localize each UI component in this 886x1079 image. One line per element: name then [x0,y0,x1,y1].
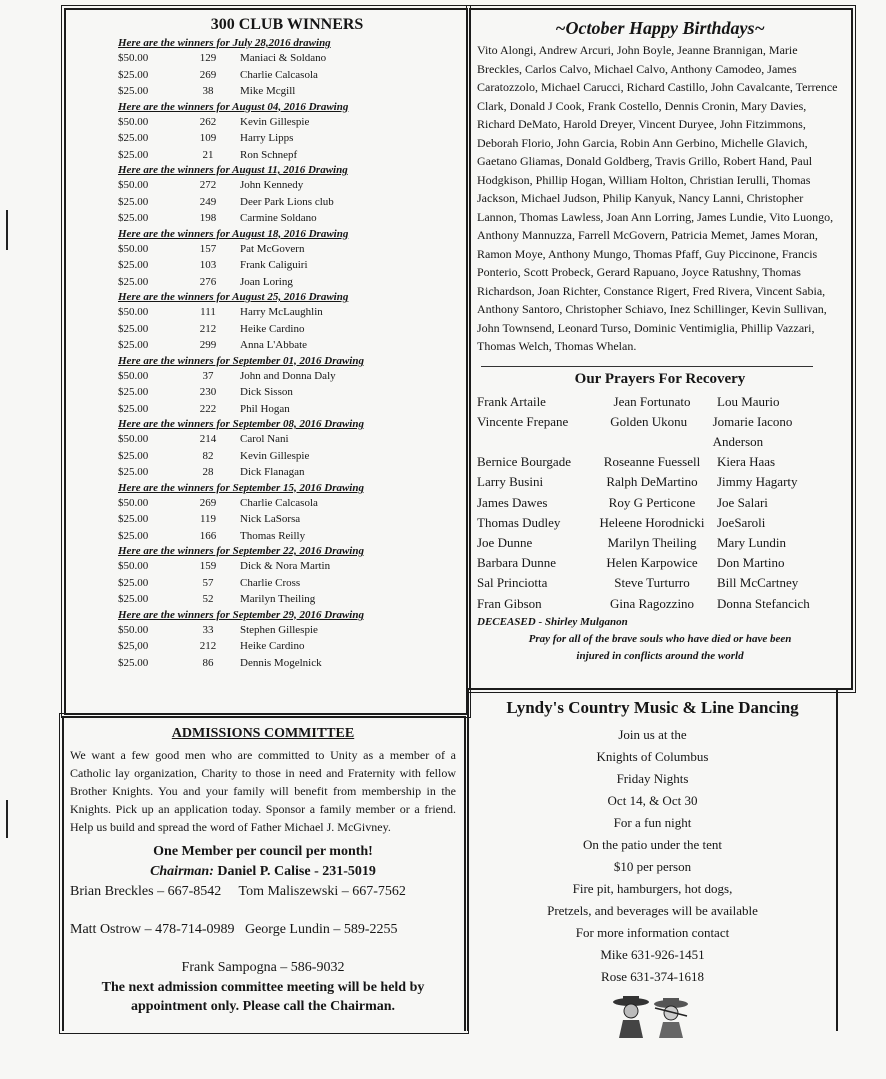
winner-amount: $25.00 [118,529,149,542]
winner-row [118,257,456,274]
line-dancing-info: On the patio under the tent [583,837,722,852]
prayer-row [477,452,843,472]
winner-row [118,431,456,448]
winner-name: Dick Sisson [240,386,293,398]
admissions-paragraph: We want a few good men who are committed to Unity as a member of a Catholic lay organization, Charity to those in need and Fraternity with fellow Brother Knights. You and your family will benefit from membership in the Knights. Pick up an application today. Sponsor a family member or a friend. Help us build and spread the word of Father Michael J. McGivney. [70,748,456,834]
prayer-row [477,392,843,412]
winner-ticket: 38 [202,85,214,97]
prayer-name: Steve Turturro [614,575,690,591]
winner-ticket: 276 [199,275,217,288]
prayer-row [477,533,843,553]
winner-amount: $50.00 [118,623,149,636]
birthdays-title: ~October Happy Birthdays~ [555,18,765,38]
line-dancing-info: Oct 14, & Oct 30 [607,793,698,808]
line-dancing-info: Join us at the [618,727,687,742]
winner-row [118,575,456,592]
prayer-row [477,594,843,614]
winner-row [118,241,456,258]
winner-name: Charlie Cross [240,576,301,589]
prayer-name: Roy G Perticone [608,494,696,510]
drawing-title: Here are the winners for August 18, 2016 Drawing [118,227,349,240]
winner-row [118,83,456,100]
prayer-row [477,553,843,573]
winner-amount: $25.00 [118,386,149,398]
prayer-note-line: injured in conflicts around the world [576,649,744,662]
prayer-name: Joe Salari [717,494,768,510]
winner-name: Nick LaSorsa [240,513,301,525]
prayer-note [477,631,843,665]
prayer-name: Roseanne Fuessell [603,454,701,470]
winner-amount: $50.00 [118,115,149,128]
birthday-names: Vito Alongi, Andrew Arcuri, John Boyle, Jeanne Brannigan, Marie Breckles, Carlos Calvo, Michael Calvo, Anthony Camodeo, James Caratozzolo, Michael Carucci, Richard Castillo, John Cavalcante, Terrence Clark, Donald J Cook, Frank Costello, Dennis Cronin, Mary Davies, Richard DeMato, Harold Dreyer, Vincent Duryee, John Fitzimmons, Deborah Florio, John Garcia, Robin Ann Gerbino, Michelle Glavich, Gaetano Gliamas, Donald Goldberg, Travis Grillo, Robert Hand, Paul Hodgkison, Phillip Hogan, William Holton, Christian Ierulli, Thomas Jackson, Michael Judson, Philip Kanyuk, Nancy Lanni, Christopher Lannon, Thomas Lawless, Joan Ann Lorring, James Lundie, Vito Luongo, Anthony Mannuzza, Farrell McGovern, Patricia Memet, James Moran, Ramon Moye, Anthony Mungo, Thomas Pfaff, Guy Piccinone, Francis Ponterio, Scott Probeck, Gerard Rapuano, Joyce Ratushny, Thomas Richardson, Joan Richter, Constance Rigert, Fred Rivera, Vincent Sabia, Anthony Santoro, Christopher Schiavo, Inez Schillinger, Kevin Sullivan, John Townsend, Leonard Turso, Dominic Ventimiglia, Phillip Vazzari, Thomas Welch, Thomas Whelan. [477,43,838,353]
winner-ticket: 198 [199,212,217,224]
meeting-line: appointment only. Please call the Chairman. [130,999,396,1014]
winner-name: Charlie Calcasola [240,68,318,81]
winner-amount: $25.00 [118,339,149,351]
winner-ticket: 269 [199,496,217,509]
prayer-list [477,392,843,614]
chairman-line [70,862,456,882]
prayer-name: Bill McCartney [717,575,799,591]
cowboy-dancers-clipart [611,994,695,1038]
divider [481,366,813,367]
line-dancing-box [467,688,838,1031]
prayer-row [477,493,843,513]
winner-ticket: 52 [202,593,214,605]
winner-amount: $25.00 [118,402,149,415]
winner-amount: $25.00 [118,322,149,335]
contact-line: Matt Ostrow – 478-714-0989 George Lundin – 589-2255 [70,922,398,937]
winner-row [118,464,456,481]
prayer-name: Don Martino [717,555,785,571]
line-dancing-info: Mike 631-926-1451 [600,947,705,962]
winner-ticket: 269 [199,68,217,81]
winner-amount: $50.00 [118,306,149,318]
line-dancing-info: $10 per person [613,859,692,874]
line-dancing-details [475,724,830,988]
prayer-row [477,412,843,452]
winner-name: Ron Schnepf [240,148,298,161]
winner-row [118,622,456,639]
winner-ticket: 86 [202,656,214,669]
drawing-title: Here are the winners for August 11, 2016 Drawing [118,164,348,176]
winner-name: Mike Mcgill [240,85,296,97]
winner-amount: $25,00 [118,640,149,652]
admissions-box [62,716,466,1031]
winner-amount: $25.00 [118,593,149,605]
winner-amount: $25.00 [118,576,149,589]
prayer-row [477,472,843,492]
drawing-title: Here are the winners for August 25, 2016 Drawing [118,291,349,303]
winner-name: Maniaci & Soldano [240,52,327,64]
winner-ticket: 21 [202,148,214,161]
winner-ticket: 82 [202,449,214,462]
admissions-title: ADMISSIONS COMMITTEE [171,726,355,741]
prayer-name: Joe Dunne [477,534,533,550]
contact-line: Brian Breckles – 667-8542 Tom Maliszewski – 667-7562 [70,884,406,899]
prayer-name: Larry Busini [477,474,544,490]
prayer-note-line: Pray for all of the brave souls who have died or have been [528,632,792,645]
chairman-contact: Daniel P. Calise - 231-5019 [217,864,376,879]
winner-amount: $25.00 [118,195,149,208]
prayer-name: Barbara Dunne [477,555,557,571]
prayer-name: Golden Ukonu [610,413,688,429]
winner-name: Phil Hogan [240,402,290,415]
winner-ticket: 159 [199,560,217,572]
winner-row [118,274,456,291]
winner-name: Carol Nani [240,433,289,445]
winner-amount: $50.00 [118,433,149,445]
binding-mark-top [6,210,8,250]
winner-name: Frank Caliguiri [240,259,308,271]
prayer-row [477,573,843,593]
winner-amount: $50.00 [118,52,149,64]
winner-amount: $25.00 [118,85,149,97]
winner-name: Heike Cardino [240,640,305,652]
prayer-name: Donna Stefancich [717,595,810,611]
winner-ticket: 299 [199,339,217,351]
prayer-name: Vincente Frepane [477,413,569,429]
winner-name: Pat McGovern [240,242,305,255]
prayers-title: Our Prayers For Recovery [574,370,746,387]
winner-amount: $25.00 [118,275,149,288]
winner-ticket: 166 [199,529,217,542]
prayer-name: Sal Princiotta [477,575,548,591]
winner-name: Dick Flanagan [240,466,305,478]
winner-amount: $25.00 [118,68,149,81]
prayer-name: Frank Artaile [477,393,546,409]
one-member-line: One Member per council per month! [153,844,373,859]
winner-amount: $25.00 [118,148,149,161]
prayer-name: Helen Karpowice [606,555,698,571]
club-winners-box [64,8,468,715]
winner-ticket: 272 [199,179,217,191]
prayer-name: Ralph DeMartino [606,474,698,490]
winner-name: Heike Cardino [240,322,305,335]
prayer-name: Heleene Horodnicki [599,514,705,530]
winner-ticket: 57 [202,576,214,589]
winner-ticket: 214 [199,433,217,445]
winner-row [118,130,456,147]
drawing-title: Here are the winners for September 01, 2016 Drawing [118,354,364,367]
winner-row [118,528,456,545]
winner-ticket: 28 [202,466,214,478]
winner-row [118,67,456,84]
winner-row [118,114,456,131]
winner-row [118,638,456,655]
winner-name: Carmine Soldano [240,212,317,224]
line-dancing-info: Fire pit, hamburgers, hot dogs, [572,881,733,896]
winner-amount: $50.00 [118,560,149,572]
drawing-title: Here are the winners for August 04, 2016 Drawing [118,100,349,113]
prayer-name: James Dawes [477,494,548,510]
prayer-name: Kiera Haas [717,454,776,470]
prayer-name: Thomas Dudley [477,514,561,530]
winner-ticket: 212 [199,322,217,335]
winner-name: Charlie Calcasola [240,496,318,509]
winner-row [118,177,456,194]
birthdays-box [469,8,853,690]
winner-name: Harry McLaughlin [240,306,323,318]
winner-ticket: 129 [199,52,217,64]
winner-name: Kevin Gillespie [240,115,310,128]
prayer-name: Jimmy Hagarty [717,474,798,490]
winner-name: Joan Loring [240,275,293,288]
winner-row [118,401,456,418]
line-dancing-info: Rose 631-374-1618 [601,969,704,984]
prayer-name: Marilyn Theiling [607,534,697,550]
club-title: 300 CLUB WINNERS [210,16,364,33]
winner-row [118,384,456,401]
prayer-name: Gina Ragozzino [609,595,695,611]
deceased-note: DECEASED - Shirley Mulganon [477,615,628,628]
line-dancing-title: Lyndy's Country Music & Line Dancing [506,698,799,717]
line-dancing-info: For more information contact [575,925,730,940]
winner-amount: $25.00 [118,449,149,462]
winner-row [118,558,456,575]
line-dancing-info: Knights of Columbus [596,749,709,764]
winner-name: Kevin Gillespie [240,449,310,462]
line-dancing-info: Friday Nights [616,771,689,786]
winner-ticket: 37 [202,369,214,382]
winner-row [118,655,456,672]
prayer-name: Bernice Bourgade [477,454,571,470]
prayer-name: Jomarie Iacono Anderson [712,413,793,449]
drawing-title: Here are the winners for September 22, 2016 Drawing [118,545,364,557]
winner-amount: $25.00 [118,466,149,478]
winner-name: John Kennedy [240,179,304,191]
winner-amount: $25.00 [118,212,149,224]
winner-row [118,368,456,385]
winner-row [118,210,456,227]
winner-ticket: 109 [199,132,217,144]
winner-ticket: 119 [199,513,217,525]
winner-row [118,50,456,67]
winner-ticket: 103 [199,259,217,271]
winner-ticket: 222 [199,402,217,415]
drawing-title: Here are the winners for September 29, 2016 Drawing [118,608,364,621]
prayer-name: Lou Maurio [717,393,780,409]
line-dancing-info: Pretzels, and beverages will be available [547,903,758,918]
drawing-title: Here are the winners for July 28,2016 drawing [118,37,331,49]
winner-amount: $25.00 [118,513,149,525]
prayer-name: JoeSaroli [717,514,766,530]
binding-mark-bottom [6,800,8,838]
winner-name: Thomas Reilly [240,529,306,542]
winner-row [118,495,456,512]
winner-row [118,448,456,465]
winner-name: Deer Park Lions club [240,195,334,208]
winner-amount: $25.00 [118,132,149,144]
winner-name: Dick & Nora Martin [240,560,331,572]
winner-ticket: 111 [200,306,216,318]
winner-row [118,194,456,211]
chairman-label: Chairman: [150,864,214,879]
winner-name: Stephen Gillespie [240,623,318,636]
line-dancing-info: For a fun night [613,815,692,830]
winner-name: Dennis Mogelnick [240,656,322,669]
prayer-name: Fran Gibson [477,595,542,611]
winner-row [118,337,456,354]
winner-amount: $50.00 [118,242,149,255]
winner-amount: $25.00 [118,259,149,271]
winner-ticket: 249 [199,195,217,208]
prayer-row [477,513,843,533]
winner-name: Anna L'Abbate [240,339,308,351]
winner-amount: $25.00 [118,656,149,669]
winner-amount: $50.00 [118,496,149,509]
drawing-title: Here are the winners for September 15, 2016 Drawing [118,481,364,494]
winner-row [118,511,456,528]
contact-line: Frank Sampogna – 586-9032 [181,960,345,975]
winner-amount: $50.00 [118,369,149,382]
meeting-line: The next admission committee meeting will be held by [101,980,425,995]
winner-ticket: 33 [202,623,214,636]
winner-ticket: 157 [199,242,217,255]
prayer-name: Mary Lundin [717,534,786,550]
club-drawings [118,36,456,671]
prayer-name: Jean Fortunato [613,393,691,409]
winner-name: John and Donna Daly [240,369,336,382]
winner-row [118,304,456,321]
winner-name: Marilyn Theiling [240,593,316,605]
winner-ticket: 212 [199,640,217,652]
winner-ticket: 230 [199,386,217,398]
winner-ticket: 262 [199,115,217,128]
winner-amount: $50.00 [118,179,149,191]
winner-row [118,321,456,338]
winner-row [118,591,456,608]
winner-row [118,147,456,164]
winner-name: Harry Lipps [240,132,294,144]
drawing-title: Here are the winners for September 08, 2016 Drawing [118,418,364,430]
